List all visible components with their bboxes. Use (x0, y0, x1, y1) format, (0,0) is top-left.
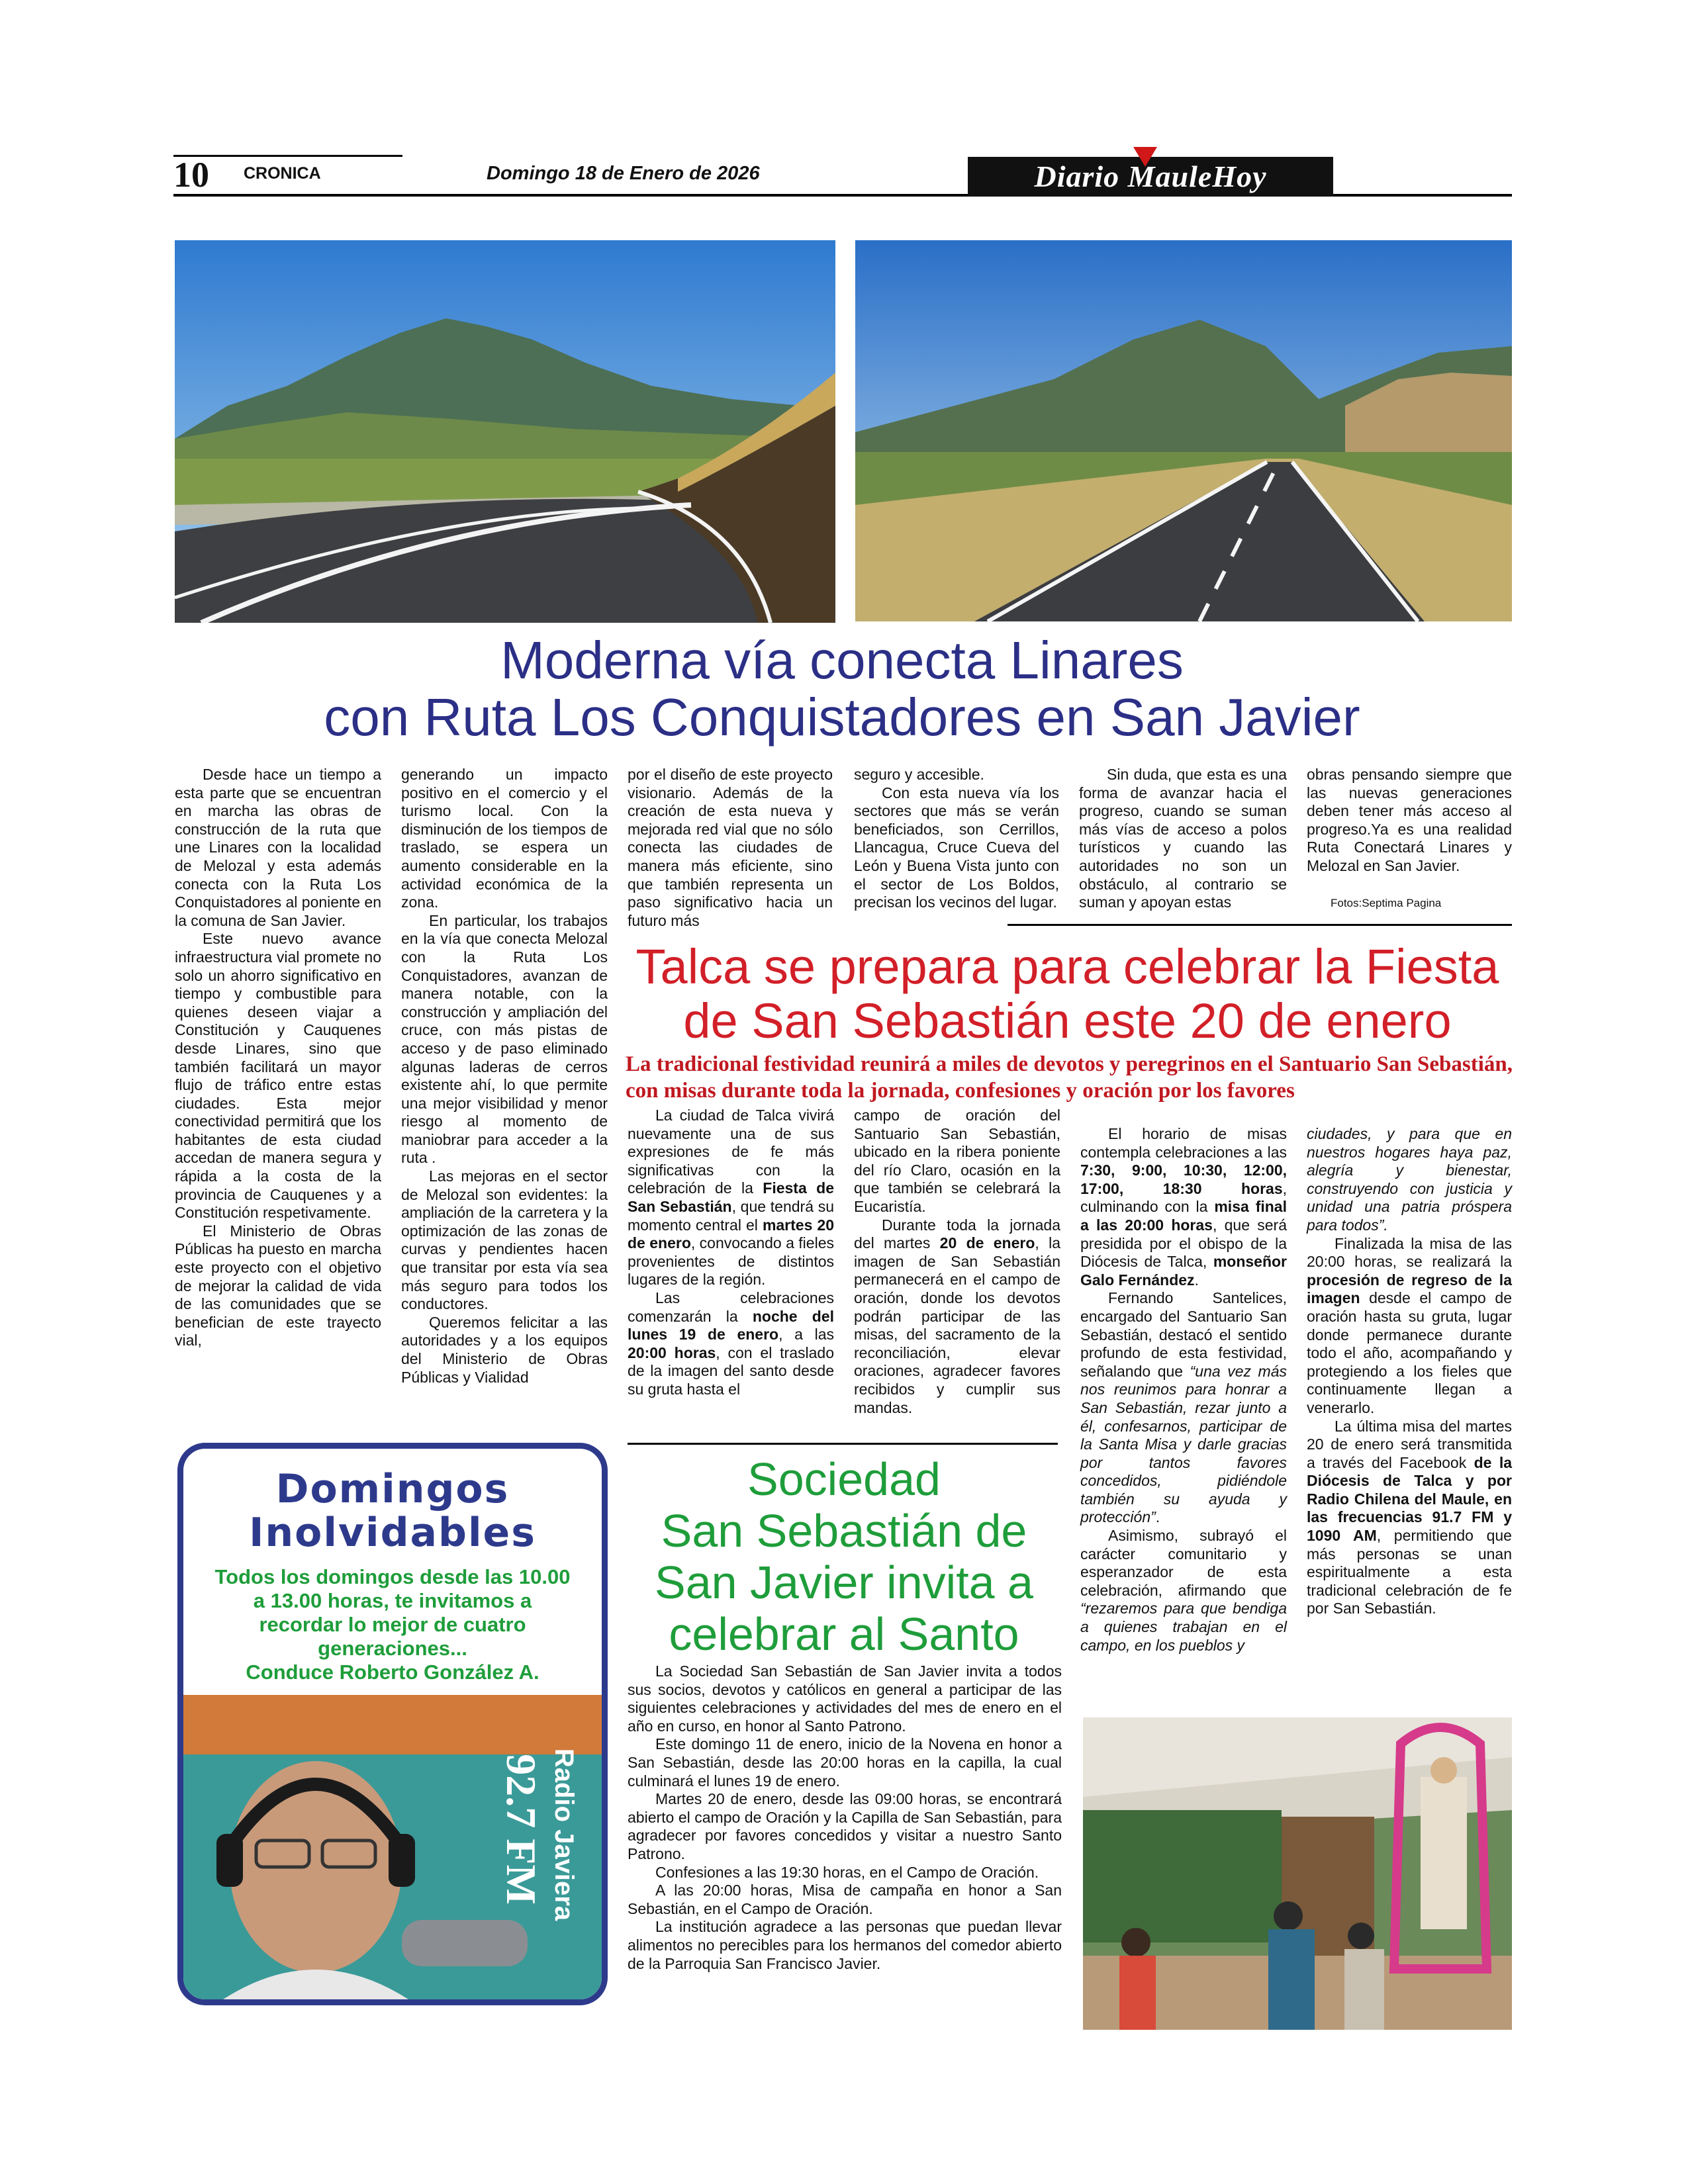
paragraph: Queremos felicitar a las autoridades y a los equipos del Ministerio de Obras Públicas y Vialidad (401, 1313, 608, 1386)
issue-date: Domingo 18 de Enero de 2026 (487, 163, 760, 184)
story3-headline-line4: celebrar al Santo (669, 1608, 1019, 1660)
straight-road-mountains-photo (855, 240, 1512, 621)
story2-deck: La tradicional festividad reunirá a miles de devotos y peregrinos en el Santuario San Sebastián, con misas durante toda la jornada, confesiones y oración por los favores (626, 1052, 1513, 1103)
paragraph: Con esta nueva vía los sectores que más se verán beneficiados, son Cerrillos, Llancagua, Cruce Cueva del León y Buena Vista junto con el sector de Los Boldos, precisan los vecinos del lugar. (854, 784, 1059, 911)
page-number: 10 (173, 155, 209, 195)
story2-column-4 (1307, 1125, 1512, 1618)
story1-column-6 (1307, 766, 1512, 876)
masthead-accent-icon (1133, 147, 1157, 167)
paragraph: obras pensando siempre que las nuevas generaciones deben tener más acceso al progreso.Ya es una realidad Ruta Conectará Linares y Melozal en San Javier. (1307, 766, 1512, 874)
saint-statue-procession-photo (1083, 1717, 1512, 2030)
ad-title (183, 1467, 602, 1555)
radio-ad (177, 1443, 608, 2005)
ad-host: Conduce Roberto González A. (246, 1661, 539, 1684)
story3-headline (626, 1453, 1062, 1660)
section-divider (1008, 924, 1512, 926)
story1-headline-line2: con Ruta Los Conquistadores en San Javier (324, 688, 1360, 747)
ad-title-line1: Domingos (275, 1466, 510, 1512)
paragraph: Asimismo, subrayó el carácter comunitario y esperanzador de esta celebración, afirmando que “rezaremos para que bendiga a quienes trabajan en el campo, en los pueblos y (1080, 1527, 1287, 1654)
paragraph: El Ministerio de Obras Públicas ha puesto en marcha este proyecto con el objetivo de mejorar la calidad de vida de las comunidades que se benefician de este trayecto vial, (175, 1222, 381, 1349)
story2-headline (626, 940, 1509, 1048)
story2-headline-line2: de San Sebastián este 20 de enero (683, 993, 1452, 1048)
paragraph: seguro y accesible. (854, 766, 984, 783)
story2-column-2 (854, 1107, 1060, 1417)
ad-frequency (498, 1713, 547, 1991)
story1-column-2 (401, 766, 608, 1387)
mountain-road-curve-photo (175, 240, 835, 623)
story1-column-3 (628, 766, 833, 930)
ad-frequency-text: 92.7 FM (498, 1754, 545, 1905)
paragraph: La ciudad de Talca vivirá nuevamente una de sus expresiones de fe más significativas con la celebración de la Fiesta de San Sebastián, que tendrá su momento central el martes 20 de enero, convocando a fieles provenientes de distintos lugares de la región. (628, 1107, 834, 1289)
paragraph: Las celebraciones comenzarán la noche del lunes 19 de enero, a las 20:00 horas, con el traslado de la imagen del santo desde su gruta hasta el (628, 1289, 834, 1398)
paragraph: Fernando Santelices, encargado del Santuario San Sebastián, destacó el sentido profundo de esta festividad, señalando que “una vez más nos reunimos para honrar a San Sebastián, rezar junto a él, confesarnos, participar de la Santa Misa y darle gracias por tantos favores concedidos, pidiéndole también su ayuda y protección”. (1080, 1289, 1287, 1526)
paragraph: Durante toda la jornada del martes 20 de enero, la imagen de San Sebastián permanecerá en el campo de oración, donde los devotos podrán participar de las misas, del sacramento de la reconciliación, elevar oraciones, agradecer favores recibidos y cumplir sus mandas. (854, 1216, 1060, 1416)
masthead-logo: Diario MauleHoy (968, 157, 1333, 197)
story2-headline-line1: Talca se prepara para celebrar la Fiesta (635, 939, 1499, 994)
ad-body: Todos los domingos desde las 10.00 a 13.00 horas, te invitamos a recordar lo mejor de cuatro generaciones... (214, 1565, 571, 1660)
paragraph: Este domingo 11 de enero, inicio de la Novena en honor a San Sebastián, desde las 20:00 horas en la capilla, la cual culminará el lunes 19 de enero. (628, 1735, 1062, 1790)
story1-column-5 (1079, 766, 1287, 912)
paragraph: A las 20:00 horas, Misa de campaña en honor a San Sebastián, en el Campo de Oración. (628, 1882, 1062, 1917)
paragraph: Confesiones a las 19:30 horas, en el Campo de Oración. (655, 1863, 1039, 1881)
paragraph: La Sociedad San Sebastián de San Javier invita a todos sus socios, devotos y católicos en general a participar de las siguientes celebraciones y actividades del mes de enero en el año en curso, en honor al Santo Patrono. (628, 1662, 1062, 1735)
paragraph: Las mejoras en el sector de Melozal son evidentes: la ampliación de la carretera y la optimización de las zonas de curvas y pendientes hacen que transitar por esta vía sea más seguro para todos los conductores. (401, 1167, 608, 1313)
paragraph: La última misa del martes 20 de enero será transmitida a través del Facebook de la Diócesis de Talca y por Radio Chilena del Maule, en las frecuencias 91.7 FM y 1090 AM, permitiendo que más personas se unan espiritualmente a esta tradicional celebración de fe por San Sebastián. (1307, 1417, 1513, 1617)
story2-column-1 (628, 1107, 834, 1399)
paragraph: Martes 20 de enero, desde las 09:00 horas, se encontrará abierto el campo de Oración y la Capilla de San Sebastián, para agradecer por favores concedidos y visitar a nuestro Santo Patrono. (628, 1790, 1062, 1862)
story2-column-3 (1080, 1125, 1287, 1655)
ad-station (551, 1713, 584, 1991)
paragraph: ciudades, y para que en nuestros hogares haya paz, alegría y bienestar, construyendo con justicia y unidad una patria próspera para todos”. (1307, 1125, 1512, 1234)
photo-credit: Fotos:Septima Pagina (1331, 897, 1442, 909)
paragraph: Este nuevo avance infraestructura vial promete no solo un ahorro significativo en tiempo y combustible para quienes deseen viajar a Constitución y Cauquenes desde Linares, sino que también facilitará un mayor flujo de tráfico entre estas ciudades. Esta mejor conectividad permitirá que los habitantes de esta ciudad accedan de manera segura y rápida a la costa de la provincia de Cauquenes y a Constitución respetivamente. (175, 930, 381, 1222)
paragraph: generando un impacto positivo en el comercio y el turismo local. Con la disminución de los tiempos de traslado, se espera un aumento considerable en la actividad económica de la zona. (401, 766, 608, 911)
paragraph: El horario de misas contempla celebraciones a las 7:30, 9:00, 10:30, 12:00, 17:00, 18:30 horas, culminando con la misa final a las 20:00 horas, que será presidida por el obispo de la Diócesis de Talca, monseñor Galo Fernández. (1080, 1125, 1287, 1289)
story3-headline-line1: Sociedad (747, 1453, 941, 1505)
story1-headline (173, 632, 1511, 746)
story1-headline-line1: Moderna vía conecta Linares (500, 631, 1184, 690)
story1-column-1 (175, 766, 381, 1350)
paragraph: La institución agradece a las personas que puedan llevar alimentos no perecibles para los hermanos del comedor abierto de la Parroquia San Francisco Javier. (628, 1918, 1062, 1972)
ad-title-line2: Inolvidables (249, 1510, 536, 1556)
story3-headline-line3: San Javier invita a (655, 1557, 1033, 1608)
story3-body (628, 1662, 1062, 1973)
paragraph: por el diseño de este proyecto visionario. Además de la creación de esta nueva y mejorada red vial que no sólo conecta las ciudades de manera más eficiente, sino que también representa un paso significativo hacia un futuro más (628, 766, 833, 929)
paragraph: Desde hace un tiempo a esta parte que se encuentran en marcha las obras de construcción de la ruta que une Linares con la localidad de Melozal y esta además conecta con la Ruta Los Conquistadores al poniente en la comuna de San Javier. (175, 766, 382, 929)
ad-station-text: Radio Javiera (549, 1748, 579, 1921)
story3-headline-line2: San Sebastián de (661, 1505, 1027, 1557)
story1-column-4 (854, 766, 1059, 912)
paragraph: En particular, los trabajos en la vía que conecta Melozal con la Ruta Los Conquistadores, avanzan de manera notable, con la construcción y ampliación del cruce, con más pistas de acceso y de paso eliminado algunas laderas de cerros existente ahí, lo que permite una mejor visibilidad y menor riesgo al momento de maniobrar para acceder a la ruta . (401, 911, 608, 1167)
section-name: CRONICA (244, 164, 321, 183)
paragraph: Sin duda, que esta es una forma de avanzar hacia el progreso, cuando se suman más vías de acceso a polos turísticos y cuando las autoridades no son un obstáculo, al contrario se suman y apoyan estas (1079, 766, 1287, 911)
paragraph: Finalizada la misa de las 20:00 horas, se realizará la procesión de regreso de la imagen desde el campo de oración hasta su gruta, lugar donde permanece durante todo el año, acompañando y protegiendo a los fieles que continuamente llegan a venerarlo. (1307, 1234, 1512, 1416)
section-divider (628, 1443, 1058, 1445)
paragraph: campo de oración del Santuario San Sebastián, ubicado en la ribera poniente del río Claro, ocasión en la que también se celebrará la Eucaristía. (854, 1107, 1060, 1215)
